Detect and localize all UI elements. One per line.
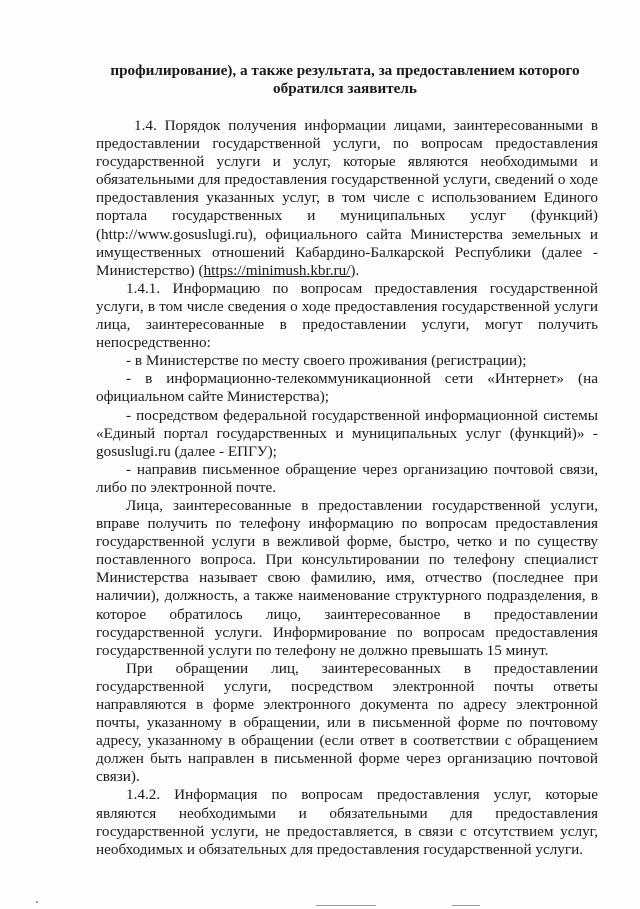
- scan-artifact: [316, 905, 376, 906]
- bullet-epgu: - посредством федеральной государственной информационной системы «Единый портал государственных и муниципальных услуг (функций)» - gosuslugi.ru (далее - ЕПГУ);: [96, 406, 598, 460]
- paragraph-phone-info: Лица, заинтересованные в предоставлении государственной услуги, вправе получить по телефону информацию по вопросам предоставления государственной услуги в вежливой форме, быстро, четко и по существу поставленного вопроса. При консультировании по телефону специалист Министерства называет свою фамилию, имя, отчество (последнее при наличии), должность, а также наименование структурного подразделения, в которое обратилось лицо, заинтересованное в предоставлении государственной услуги. Информирование по вопросам предоставления государственной услуги по телефону не должно превышать 15 минут.: [96, 496, 598, 659]
- paragraph-1-4-end: ).: [350, 261, 360, 279]
- paragraph-1-4-2: 1.4.2. Информация по вопросам предоставления услуг, которые являются необходимыми и обязательными для предоставления государственной услуги, не предоставляется, в связи с отсутствием услуг, необходимых и обязательных для предоставления государственной услуги.: [96, 786, 598, 858]
- scan-artifact: [452, 905, 480, 906]
- bullet-ministry: - в Министерстве по месту своего проживания (регистрации);: [126, 352, 527, 370]
- paragraph-1-4-text: 1.4. Порядок получения информации лицами, заинтересованными в предоставлении государственной услуги, по вопросам предоставления государственной услуги и услуг, которые являются необходимыми и обязательными для предоставления государственной услуги, сведений о ходе предоставления указанных услуг, в том числе с использованием Единого портала государственных и муниципальных услуг (функций) (http://www.gosuslugi.ru), официального сайта Министерства земельных и имущественных отношений Кабардино-Балкарской Республики (далее - Министерство) (: [96, 117, 598, 279]
- paragraph-1-4-1: 1.4.1. Информацию по вопросам предоставления государственной услуги, в том числе сведения о ходе предоставления государственной услуги лица, заинтересованные в предоставлении услуги, могут получить непосредственно:: [96, 279, 598, 352]
- paragraph-1-4: [96, 117, 598, 280]
- bullet-mail: - направив письменное обращение через организацию почтовой связи, либо по электронной почте.: [96, 460, 598, 496]
- heading-line-2: обратился заявитель: [273, 80, 417, 97]
- heading-line-1: профилирование), а также результата, за предоставлением которого: [110, 62, 580, 79]
- document-body: [96, 117, 598, 859]
- paragraph-email-info: При обращении лиц, заинтересованных в предоставлении государственной услуги, посредством электронной почты ответы направляются в форме электронного документа по адресу электронной почты, указанному в обращении, или в письменной форме по почтовому адресу, указанному в обращении (если ответ в соответствии с обращением должен быть направлен в письменной форме через организацию почтовой связи).: [96, 659, 598, 786]
- bullet-internet: - в информационно-телекоммуникационной сети «Интернет» (на официальном сайте Министерства);: [96, 370, 598, 406]
- section-heading: [90, 62, 600, 98]
- scan-artifact: [36, 901, 38, 903]
- ministry-website-link[interactable]: https://minimush.kbr.ru/: [203, 261, 351, 279]
